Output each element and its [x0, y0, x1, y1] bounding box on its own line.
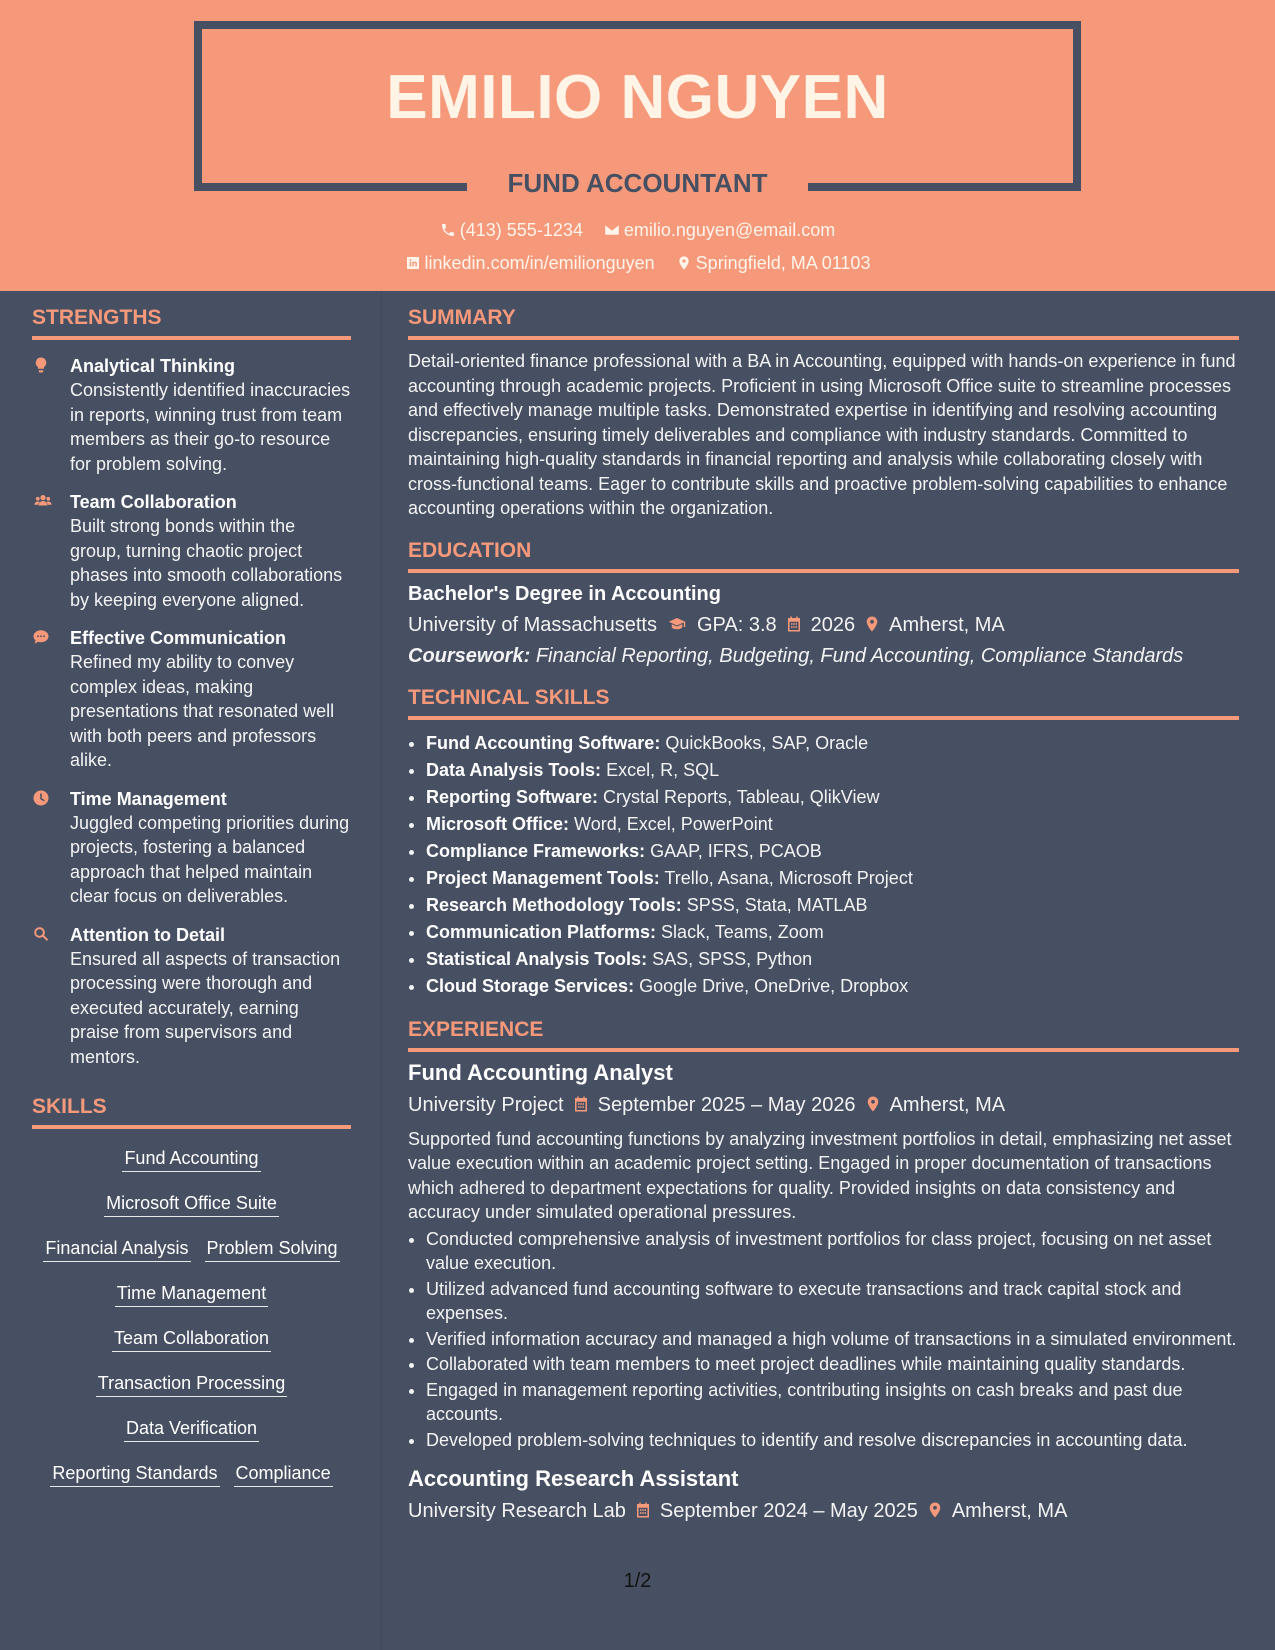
clock-icon [32, 789, 50, 807]
tech-value: Excel, R, SQL [606, 759, 720, 780]
map-pin-icon [926, 1501, 944, 1519]
tech-label: Research Methodology Tools: [426, 894, 682, 915]
tech-label: Compliance Frameworks: [426, 840, 646, 861]
right-column [408, 306, 1239, 1523]
tech-label: Data Analysis Tools: [426, 759, 602, 780]
coursework [408, 645, 1239, 668]
strength-item [32, 923, 351, 1070]
list-item [426, 811, 1239, 838]
job-bullets [408, 1227, 1239, 1453]
job-title: Accounting Research Assistant [408, 1466, 739, 1491]
contact-row-1 [0, 220, 1275, 241]
strength-item [32, 490, 351, 612]
summary-text: Detail-oriented finance professional with a BA in Accounting, equipped with hands-on experience in fund accounting through academic projects. Proficient in using Microsoft Office suite to streamline processes and effectively manage multiple tasks. Demonstrated expertise in identifying and resolving accounting discrepancies, ensuring timely deliverables and compliance with industry standards. Committed to maintaining high-quality standards in financial reporting and analysis while collaborating closely with cross-functional teams. Eager to contribute skills and proactive problem-solving capabilities to enhance accounting operations within the organization. [408, 351, 1236, 518]
list-item [426, 892, 1239, 919]
contact-row-2 [0, 253, 1275, 274]
frame-line-left [194, 183, 467, 191]
job-title: Fund Accounting Analyst [408, 1059, 673, 1085]
map-pin-icon [863, 615, 881, 633]
skill-chip: Team Collaboration [112, 1328, 271, 1352]
education-location: Amherst, MA [889, 613, 1005, 636]
strength-desc: Ensured all aspects of transaction processing were thorough and executed accurately, earning praise from supervisors and mentors. [70, 948, 341, 1067]
strengths-heading: STRENGTHS [32, 306, 351, 340]
list-item: • Conducted comprehensive analysis of investment portfolios for class project, focusing on net asset value execution. [426, 1227, 1239, 1276]
list-item [426, 865, 1239, 892]
skill-chip: Time Management [115, 1283, 268, 1307]
strength-desc: Refined my ability to convey complex ideas, making presentations that resonated well with both peers and professors alike. [70, 652, 335, 770]
job-org: University Project [408, 1093, 564, 1116]
tech-label: Fund Accounting Software: [426, 732, 661, 753]
job-org: University Research Lab [408, 1500, 626, 1522]
tech-label: Reporting Software: [426, 786, 599, 807]
skill-chip: Financial Analysis [43, 1238, 190, 1262]
strength-title: Time Management [70, 788, 227, 809]
tech-value: Google Drive, OneDrive, Dropbox [639, 975, 909, 996]
list-item: • Verified information accuracy and managed a high volume of transactions in a simulated environment. [426, 1327, 1239, 1352]
strength-desc: Consistently identified inaccuracies in reports, winning trust from team members as their go-to resource for problem solving. [70, 380, 351, 474]
list-item: • Engaged in management reporting activities, contributing insights on cash breaks and past due accounts. [426, 1378, 1239, 1427]
tech-value: QuickBooks, SAP, Oracle [665, 732, 869, 753]
tech-value: Crystal Reports, Tableau, QlikView [603, 786, 880, 807]
strength-desc: Built strong bonds within the group, turning chaotic project phases into smooth collaborations by keeping everyone aligned. [70, 516, 343, 610]
experience-section [408, 1018, 1239, 1524]
job-meta [408, 1500, 1239, 1523]
linkedin-icon [405, 255, 421, 271]
lightbulb-icon [32, 356, 50, 374]
speech-bubble-icon [32, 628, 50, 646]
tech-value: GAAP, IFRS, PCAOB [650, 840, 822, 861]
linkedin-contact[interactable] [405, 253, 655, 274]
list-item: • Developed problem-solving techniques to identify and resolve discrepancies in accounting data. [426, 1428, 1239, 1453]
tech-label: Communication Platforms: [426, 921, 657, 942]
strength-title: Attention to Detail [70, 924, 225, 945]
job-description: Supported fund accounting functions by analyzing investment portfolios in detail, emphasizing net asset value execution within an academic project setting. Engaged in proper documentation of transactions which adhered to department expectations for quality. Provided insights on data consistency and accuracy under simulated operational pressures. [408, 1128, 1232, 1222]
coursework-label: Coursework: [408, 644, 531, 667]
phone-text: (413) 555-1234 [459, 220, 583, 240]
technical-skills-heading: TECHNICAL SKILLS [408, 686, 1239, 720]
list-item: • Utilized advanced fund accounting software to execute transactions and track capital stock and expenses. [426, 1277, 1239, 1326]
users-icon [32, 492, 54, 510]
map-pin-icon [676, 255, 692, 271]
tech-label: Project Management Tools: [426, 867, 660, 888]
job-dates: September 2025 – May 2026 [597, 1093, 856, 1116]
column-divider [381, 291, 382, 1650]
skill-chip: Transaction Processing [96, 1373, 287, 1397]
phone-contact[interactable] [440, 220, 583, 241]
list-item [426, 946, 1239, 973]
list-item [426, 838, 1239, 865]
skill-chip: Reporting Standards [50, 1463, 219, 1487]
tech-label: Statistical Analysis Tools: [426, 948, 648, 969]
phone-icon [440, 222, 456, 238]
header [0, 0, 1275, 291]
strength-item [32, 787, 351, 909]
list-item: • Collaborated with team members to meet project deadlines while maintaining quality standards. [426, 1352, 1239, 1377]
education-heading: EDUCATION [408, 539, 1239, 573]
graduation-cap-icon [665, 615, 689, 633]
tech-label: Cloud Storage Services: [426, 975, 635, 996]
strength-item [32, 354, 351, 476]
experience-heading: EXPERIENCE [408, 1018, 1239, 1052]
email-text: emilio.nguyen@email.com [623, 220, 836, 240]
coursework-list: Financial Reporting, Budgeting, Fund Accounting, Compliance Standards [535, 644, 1184, 667]
job-dates: September 2024 – May 2025 [659, 1500, 918, 1522]
skill-chip: Problem Solving [205, 1238, 340, 1262]
skill-chip: Compliance [234, 1463, 333, 1487]
tech-label: Microsoft Office: [426, 813, 570, 834]
degree-title: Bachelor's Degree in Accounting [408, 582, 721, 605]
calendar-icon [785, 615, 803, 633]
frame-line-right [808, 183, 1081, 191]
strength-title: Effective Communication [70, 628, 287, 648]
list-item [426, 757, 1239, 784]
tech-value: Trello, Asana, Microsoft Project [664, 867, 913, 888]
strength-title: Team Collaboration [70, 492, 237, 512]
graduation-year: 2026 [810, 613, 856, 636]
school-name: University of Massachusetts [408, 613, 657, 636]
tech-value: Word, Excel, PowerPoint [574, 813, 773, 834]
strength-desc: Juggled competing priorities during projects, fostering a balanced approach that helped maintain clear focus on deliverables. [70, 812, 350, 906]
skills-heading: SKILLS [32, 1095, 351, 1129]
tech-value: SAS, SPSS, Python [652, 948, 813, 969]
location-contact [676, 253, 871, 274]
page-number: 1/2 [623, 1570, 652, 1592]
technical-skills-list [408, 730, 1239, 1000]
list-item [426, 784, 1239, 811]
linkedin-text: linkedin.com/in/emilionguyen [424, 253, 655, 273]
technical-skills-section [408, 686, 1239, 1000]
strength-item [32, 626, 351, 773]
email-contact[interactable] [604, 220, 835, 241]
calendar-icon [634, 1501, 652, 1519]
search-icon [32, 925, 50, 943]
strength-title: Analytical Thinking [70, 356, 236, 376]
tech-value: Slack, Teams, Zoom [661, 921, 824, 942]
education-section [408, 539, 1239, 668]
summary-heading: SUMMARY [408, 306, 1239, 340]
job-location: Amherst, MA [951, 1500, 1068, 1522]
job-meta [408, 1094, 1239, 1117]
skill-chip: Data Verification [124, 1418, 259, 1442]
job-location: Amherst, MA [889, 1093, 1006, 1116]
envelope-icon [604, 222, 620, 238]
gpa: GPA: 3.8 [696, 613, 777, 636]
skill-chip: Microsoft Office Suite [104, 1193, 279, 1217]
job-role: FUND ACCOUNTANT [507, 168, 768, 198]
calendar-icon [572, 1095, 590, 1113]
location-text: Springfield, MA 01103 [695, 253, 871, 273]
education-meta [408, 614, 1239, 637]
map-pin-icon [864, 1095, 882, 1113]
skills-list [32, 1139, 351, 1499]
skill-chip: Fund Accounting [122, 1148, 260, 1172]
candidate-name: EMILIO NGUYEN [386, 63, 889, 132]
list-item [426, 973, 1239, 1000]
left-column [32, 306, 351, 1499]
list-item [426, 730, 1239, 757]
list-item [426, 919, 1239, 946]
tech-value: SPSS, Stata, MATLAB [686, 894, 868, 915]
